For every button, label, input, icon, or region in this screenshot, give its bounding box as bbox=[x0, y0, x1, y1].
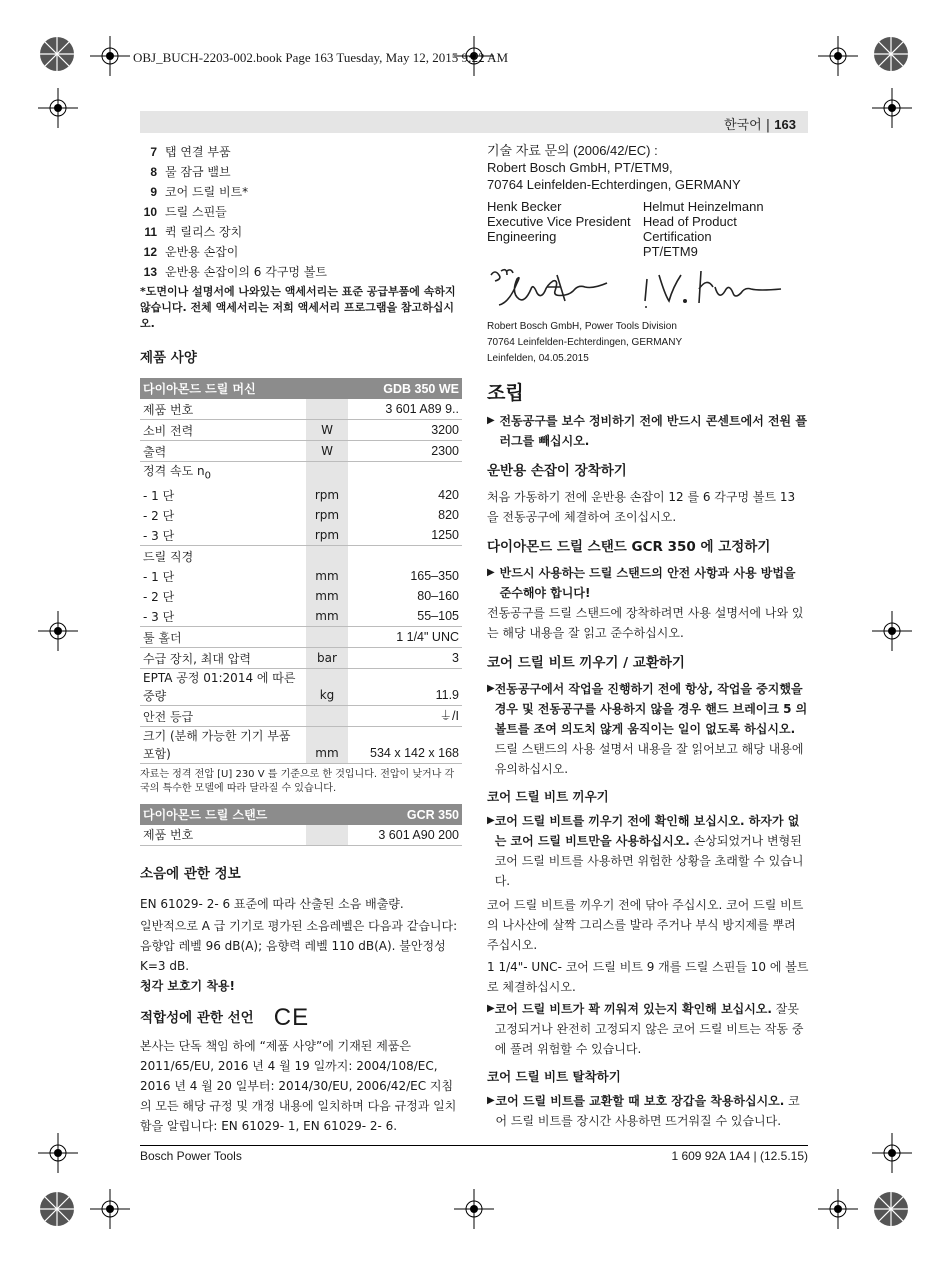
bit-heading: 코어 드릴 비트 끼우기 / 교환하기 bbox=[487, 655, 685, 671]
tight-warning-bold: 코어 드릴 비트가 꽉 끼워져 있는지 확인해 보십시오. bbox=[494, 1002, 772, 1016]
signature-2 bbox=[645, 271, 781, 307]
part-name: 탭 연결 부품 bbox=[165, 145, 231, 159]
stand-row-value: 3 601 A90 200 bbox=[348, 825, 462, 846]
part-name: 코어 드릴 비트* bbox=[165, 185, 249, 199]
insert-p2: 1 1/4"- UNC- 코어 드릴 비트 9 개를 드릴 스핀들 10 에 볼트로 체결하십시오. bbox=[487, 960, 809, 994]
part-number: 7 bbox=[150, 145, 157, 159]
spec-unit: rpm bbox=[306, 525, 348, 546]
triangle-bullet-icon: ▶ bbox=[487, 815, 495, 826]
signer2-title1: Head of Product Certification bbox=[642, 214, 737, 244]
signer2-name: Helmut Heinzelmann bbox=[642, 199, 764, 214]
spec-value: 420 bbox=[438, 488, 459, 503]
spec-value: 55–105 bbox=[348, 606, 462, 627]
spec-value: 820 bbox=[438, 508, 459, 523]
registration-mark-icon bbox=[868, 31, 914, 77]
ce-mark-icon: CE bbox=[273, 1004, 310, 1032]
crosshair-icon bbox=[90, 1189, 130, 1229]
spec-header-row bbox=[140, 378, 462, 399]
conformity-title: 적합성에 관한 선언 bbox=[140, 1010, 254, 1027]
noise-title: 소음에 관한 정보 bbox=[140, 866, 241, 883]
registration-mark-icon bbox=[868, 1186, 914, 1232]
spec-unit: W bbox=[306, 441, 348, 462]
spec-unit bbox=[306, 462, 348, 486]
noise-p3: 청각 보호기 착용! bbox=[140, 979, 235, 994]
spec-unit: mm bbox=[306, 727, 348, 764]
spec-label: - 1 단 bbox=[143, 489, 175, 504]
crosshair-icon bbox=[90, 36, 130, 76]
spec-value: 165–350 bbox=[410, 569, 459, 584]
remove-heading: 코어 드릴 비트 탈착하기 bbox=[487, 1069, 621, 1084]
spec-value: 11.9 bbox=[348, 669, 462, 706]
stand-heading: 다이아몬드 드릴 스탠드 GCR 350 에 고정하기 bbox=[487, 539, 771, 555]
remove-warning-bold: 코어 드릴 비트를 교환할 때 보호 장갑을 착용하십시오. bbox=[495, 1094, 785, 1108]
spec-row bbox=[140, 525, 462, 546]
spec-label: - 3 단 bbox=[143, 529, 175, 544]
page-header: 한국어 | 163 bbox=[140, 111, 808, 133]
stand-row bbox=[140, 825, 462, 846]
insert-warning-text: 손상되었거나 변형된 코어 드릴 비트를 사용하면 위험한 상황을 초래할 수 있습니다. bbox=[494, 834, 804, 888]
spec-row bbox=[140, 727, 462, 764]
spec-value bbox=[348, 546, 462, 567]
spec-value bbox=[348, 462, 462, 486]
triangle-bullet-icon: ▶ bbox=[487, 683, 495, 694]
assembly-title: 조립 bbox=[487, 382, 524, 404]
parts-list bbox=[140, 142, 462, 282]
spec-value: 3 bbox=[348, 648, 462, 669]
spec-row bbox=[140, 399, 462, 420]
spec-row bbox=[140, 485, 462, 505]
specs-title: 제품 사양 bbox=[140, 350, 197, 366]
spec-unit bbox=[306, 706, 348, 727]
crosshair-icon bbox=[38, 88, 78, 128]
address-line3: Leinfelden, 04.05.2015 bbox=[487, 353, 589, 364]
part-number: 10 bbox=[143, 205, 157, 219]
spec-row bbox=[140, 462, 462, 486]
spec-row bbox=[140, 566, 462, 586]
part-number: 8 bbox=[150, 165, 157, 179]
footer-left: Bosch Power Tools bbox=[140, 1149, 242, 1163]
insert-heading: 코어 드릴 비트 끼우기 bbox=[487, 789, 609, 804]
print-info: OBJ_BUCH-2203-002.book Page 163 Tuesday, May 12, 2015 9:22 AM bbox=[133, 50, 509, 65]
stand-text: 전동공구를 드릴 스탠드에 장착하려면 사용 설명서에 나와 있는 해당 내용을 잘 읽고 준수하십시오. bbox=[487, 606, 804, 640]
triangle-bullet-icon: ▶ bbox=[487, 1095, 495, 1106]
parts-list-item bbox=[140, 202, 462, 222]
stand-row-label: 제품 번호 bbox=[140, 825, 306, 846]
stand-label: 다이아몬드 드릴 스탠드 bbox=[140, 804, 306, 825]
spec-unit: bar bbox=[306, 648, 348, 669]
crosshair-icon bbox=[872, 88, 912, 128]
spec-row bbox=[140, 648, 462, 669]
spec-label: 정격 속도 n bbox=[143, 464, 205, 478]
accessories-note: *도면이나 설명서에 나와있는 액세서리는 표준 공급부품에 속하지 않습니다. 전체 액세서리는 저희 액세서리 프로그램을 참고하십시오. bbox=[140, 285, 456, 330]
spec-row bbox=[140, 441, 462, 462]
crosshair-icon bbox=[818, 1189, 858, 1229]
right-column bbox=[487, 142, 809, 1131]
triangle-bullet-icon: ▶ bbox=[487, 567, 495, 578]
remove-warning-text: 코어 드릴 비트를 장시간 사용하면 뜨거워질 수 있습니다. bbox=[495, 1094, 800, 1128]
spec-row bbox=[140, 627, 462, 648]
spec-value: 1250 bbox=[348, 525, 462, 546]
bit-warning-text: 드릴 스탠드의 사용 설명서 내용을 잘 읽어보고 해당 내용에 유의하십시오. bbox=[494, 742, 804, 776]
assembly-warning: 전동공구를 보수 정비하기 전에 반드시 콘센트에서 전원 플러그를 빼십시오. bbox=[499, 414, 807, 448]
spec-label: EPTA 공정 01:2014 에 따른 중량 bbox=[143, 671, 296, 704]
machine-model: GDB 350 WE bbox=[348, 378, 462, 399]
bit-warning-bold: 전동공구에서 작업을 진행하기 전에 항상, 작업을 중지했을 경우 및 전동공구를 사용하지 않을 경우 핸드 브레이크 5 의 볼트를 조여 의도치 않게 움직이는 일이 없도록 하십시오. bbox=[494, 682, 808, 736]
signature-1 bbox=[491, 270, 607, 305]
spec-row bbox=[140, 420, 462, 441]
spec-label: 출력 bbox=[143, 445, 167, 459]
stand-table bbox=[140, 804, 462, 846]
tight-warning-text: 잘못 고정되거나 완전히 고정되지 않은 코어 드릴 비트는 작동 중에 풀려 위험할 수 있습니다. bbox=[494, 1002, 804, 1056]
page-number: 163 bbox=[774, 117, 796, 132]
registration-mark-icon bbox=[34, 31, 80, 77]
spec-label: - 2 단 bbox=[143, 509, 175, 524]
handle-text: 처음 가동하기 전에 운반용 손잡이 12 를 6 각구멍 볼트 13 을 전동공구에 체결하여 조이십시오. bbox=[487, 490, 796, 524]
registration-mark-icon bbox=[34, 1186, 80, 1232]
spec-unit: rpm bbox=[306, 485, 348, 505]
spec-value: 80–160 bbox=[417, 589, 459, 604]
spec-note: 자료는 정격 전압 [U] 230 V 를 기준으로 한 것입니다. 전압이 낮거나 각국의 특수한 모델에 따라 달라질 수 있습니다. bbox=[140, 769, 455, 795]
signer1-title2: Engineering bbox=[487, 229, 557, 244]
spec-label: 수급 장치, 최대 압력 bbox=[143, 652, 251, 667]
crosshair-icon bbox=[872, 1133, 912, 1173]
parts-list-item bbox=[140, 222, 462, 242]
tech-docs-line3: 70764 Leinfelden-Echterdingen, GERMANY bbox=[487, 177, 741, 192]
spec-unit: W bbox=[306, 420, 348, 441]
crosshair-icon bbox=[38, 1133, 78, 1173]
spec-value: 3200 bbox=[348, 420, 462, 441]
spec-label: 소비 전력 bbox=[143, 424, 194, 438]
spec-unit bbox=[306, 399, 348, 420]
noise-p1: EN 61029- 2- 6 표준에 따라 산출된 소음 배출량. bbox=[140, 897, 404, 912]
stand-warning: 반드시 사용하는 드릴 스탠드의 안전 사항과 사용 방법을 준수해야 합니다! bbox=[499, 566, 796, 600]
spec-value-text: /I bbox=[452, 709, 459, 724]
triangle-bullet-icon: ▶ bbox=[487, 415, 495, 426]
signer2-title2: PT/ETM9 bbox=[642, 244, 698, 259]
part-name: 드릴 스핀들 bbox=[165, 205, 227, 219]
crosshair-icon bbox=[38, 611, 78, 651]
spec-row bbox=[140, 546, 462, 567]
spec-unit: mm bbox=[306, 606, 348, 627]
insert-warning-bold: 코어 드릴 비트를 끼우기 전에 확인해 보십시오. 하자가 없는 코어 드릴 비트만을 사용하십시오. bbox=[494, 814, 800, 848]
machine-label: 다이아몬드 드릴 머신 bbox=[140, 378, 306, 399]
spec-label: 제품 번호 bbox=[143, 403, 194, 417]
part-name: 운반용 손잡이 bbox=[165, 245, 239, 259]
address-line1: Robert Bosch GmbH, Power Tools Division bbox=[487, 321, 677, 332]
spec-label: - 2 단 bbox=[143, 590, 175, 605]
insert-p1: 코어 드릴 비트를 끼우기 전에 닦아 주십시오. 코어 드릴 비트의 나사산에 살짝 그리스를 발라 주거나 부식 방지제를 뿌려 주십시오. bbox=[487, 898, 804, 952]
part-number: 11 bbox=[144, 225, 157, 239]
spec-label: 안전 등급 bbox=[143, 710, 194, 725]
handle-heading: 운반용 손잡이 장착하기 bbox=[487, 463, 627, 479]
header-language: 한국어 bbox=[723, 118, 762, 133]
footer-right: 1 609 92A 1A4 | (12.5.15) bbox=[671, 1149, 808, 1163]
part-name: 운반용 손잡이의 6 각구멍 볼트 bbox=[165, 265, 327, 279]
signer1-title1: Executive Vice President bbox=[487, 214, 631, 229]
signer1-name: Henk Becker bbox=[487, 199, 562, 214]
spec-unit bbox=[306, 546, 348, 567]
spec-row bbox=[140, 606, 462, 627]
spec-label: - 1 단 bbox=[143, 570, 175, 585]
conformity-text: 본사는 단독 책임 하에 “제품 사양”에 기재된 제품은 2011/65/EU, 2016 년 4 월 19 일까지: 2004/108/EC, 2016 년 4 월 20 일부터: 2014/30/EU, 2006/42/EC 지침의 모든 해당 규정 및 개정 내용에 일치하며 다음 규정과 일치함을 알립니다: EN 61029- 1, EN 61029- 2- 6. bbox=[140, 1039, 457, 1134]
protection-class-icon: ⏚ bbox=[439, 708, 453, 724]
spec-unit bbox=[306, 627, 348, 648]
tech-docs-line2: Robert Bosch GmbH, PT/ETM9, bbox=[487, 160, 673, 175]
spec-row bbox=[140, 706, 462, 727]
spec-value: 534 x 142 x 168 bbox=[348, 727, 462, 764]
noise-p2: 일반적으로 A 급 기기로 평가된 소음레벨은 다음과 같습니다: 음향압 레벨 96 dB(A); 음향력 레벨 110 dB(A). 불안정성 K=3 dB. bbox=[140, 919, 458, 974]
spec-row bbox=[140, 669, 462, 706]
spec-value: 3 601 A89 9.. bbox=[348, 399, 462, 420]
footer-rule bbox=[140, 1145, 808, 1146]
crosshair-icon bbox=[818, 36, 858, 76]
spec-unit: mm bbox=[306, 586, 348, 606]
part-number: 13 bbox=[143, 265, 157, 279]
address-line2: 70764 Leinfelden-Echterdingen, GERMANY bbox=[487, 337, 683, 348]
spec-label: 크기 (분해 가능한 기기 부품 포함) bbox=[143, 729, 291, 762]
spec-label: 드릴 직경 bbox=[143, 550, 194, 565]
spec-value: 1 1/4" UNC bbox=[348, 627, 462, 648]
spec-table bbox=[140, 378, 462, 764]
spec-unit: mm bbox=[306, 566, 348, 586]
crosshair-icon bbox=[872, 611, 912, 651]
parts-list-item bbox=[140, 242, 462, 262]
stand-model: GCR 350 bbox=[348, 804, 462, 825]
parts-list-item bbox=[140, 262, 462, 282]
spec-unit: kg bbox=[306, 669, 348, 706]
signatures bbox=[487, 261, 809, 317]
spec-row bbox=[140, 505, 462, 525]
spec-row bbox=[140, 586, 462, 606]
crosshair-icon bbox=[454, 1189, 494, 1229]
tech-docs-line1: 기술 자료 문의 (2006/42/EC) : bbox=[487, 143, 658, 158]
part-name: 물 잠금 밸브 bbox=[165, 165, 231, 179]
part-name: 퀵 릴리스 장치 bbox=[165, 225, 243, 239]
stand-header-row bbox=[140, 804, 462, 825]
spec-value bbox=[348, 706, 462, 727]
parts-list-item bbox=[140, 142, 462, 162]
parts-list-item bbox=[140, 182, 462, 202]
triangle-bullet-icon: ▶ bbox=[487, 1003, 495, 1014]
spec-label-subscript: 0 bbox=[204, 470, 211, 482]
spec-unit: rpm bbox=[306, 505, 348, 525]
part-number: 12 bbox=[143, 245, 157, 259]
part-number: 9 bbox=[150, 185, 157, 199]
spec-label: 툴 홀더 bbox=[143, 631, 182, 646]
spec-label: - 3 단 bbox=[143, 610, 175, 625]
spec-value: 2300 bbox=[348, 441, 462, 462]
left-column bbox=[140, 142, 462, 1136]
parts-list-item bbox=[140, 162, 462, 182]
